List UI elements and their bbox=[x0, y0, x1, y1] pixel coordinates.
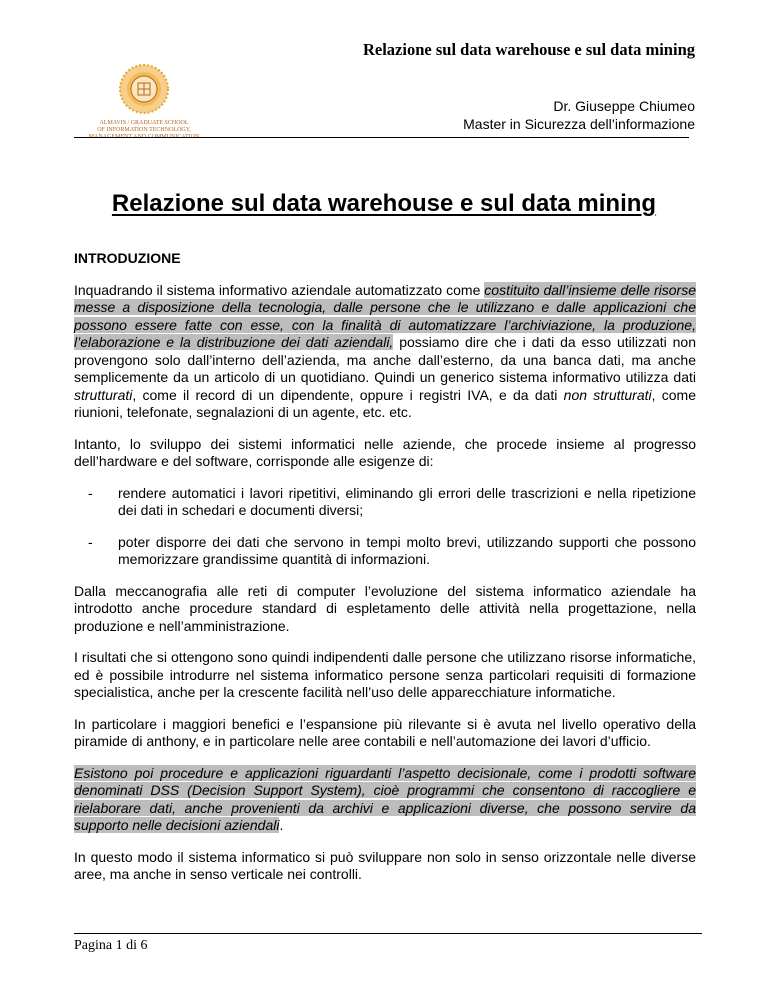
highlighted-text: costituito dall’insieme delle risorse messe a disposizione della tecnologia, dalle persone che le utilizzano e dalle applicazioni che possono essere fatte con esse, con la finalità di automatizzare l’archiviazione, la produzione, l’elaborazione e la distribuzione dei dati aziendali, bbox=[74, 281, 696, 350]
list-item: - poter disporre dei dati che servono in tempi molto brevi, utilizzando supporti che possono memorizzare grandissime quantità di informazioni. bbox=[88, 533, 696, 567]
footer-divider bbox=[74, 933, 702, 934]
paragraph-7: In questo modo il sistema informatico si può sviluppare non solo in senso orizzontale nelle diverse aree, ma anche in senso verticale nei controlli. bbox=[74, 848, 696, 882]
section-heading: INTRODUZIONE bbox=[74, 250, 181, 266]
author-block bbox=[463, 97, 695, 133]
document-title: Relazione sul data warehouse e sul data mining bbox=[111, 190, 657, 217]
list-dash: - bbox=[88, 484, 93, 501]
list-item: - rendere automatici i lavori ripetitivi, eliminando gli errori delle trascrizioni e nella ripetizione dei dati in schedari e documenti diversi; bbox=[88, 484, 696, 518]
highlighted-text: Esistono poi procedure e applicazioni riguardanti l’aspetto decisionale, come i prodotti software denominati DSS (Decision Support System), cioè programmi che consentono di raccogliere e rielaborare dati, anche provenienti da archivi e applicazioni diverse, che possono servire da supporto nelle decisioni aziendali bbox=[74, 764, 696, 833]
header-divider bbox=[74, 137, 689, 138]
running-title: Relazione sul data warehouse e sul data mining bbox=[362, 40, 695, 59]
paragraph-5: In particolare i maggiori benefici e l’espansione più rilevante si è avuta nel livello operativo della piramide di anthony, e in particolare nelle aree contabili e nell’automazione dei lavori d’ufficio. bbox=[74, 715, 696, 749]
paragraph-4: I risultati che si ottengono sono quindi indipendenti dalle persone che utilizzano risorse informatiche, ed è possibile introdurre nel sistema informatico persone senza particolari requisiti di formazione specialistica, anche per la crescente facilità nell’uso delle apparecchiature informatiche. bbox=[74, 649, 696, 700]
paragraph-2: Intanto, lo sviluppo dei sistemi informatici nelle aziende, che procede insieme al progresso dell’hardware e del software, corrisponde alle esigenze di: bbox=[74, 435, 696, 469]
paragraph-3: Dalla meccanografia alle reti di computer l’evoluzione del sistema informatico aziendale ha introdotto anche procedure standard di espletamento delle attività nella progettazione, nella produzione e nell’amministrazione. bbox=[74, 582, 696, 634]
page-number: Pagina 1 di 6 bbox=[74, 938, 148, 953]
almavis-logo bbox=[74, 62, 214, 140]
logo-text-line-2: OF INFORMATION TECHNOLOGY, bbox=[97, 127, 191, 133]
paragraph-6: Esistono poi procedure e applicazioni riguardanti l’aspetto decisionale, come i prodotti software denominati DSS (Decision Support System), cioè programmi che consentono di raccogliere e rielaborare dati, anche provenienti da archivi e applicazioni diverse, che possono servire da supporto nelle decisioni aziendali. bbox=[74, 764, 696, 833]
author-role: Master in Sicurezza dell’informazione bbox=[463, 116, 695, 132]
document-body bbox=[74, 250, 696, 898]
bullet-list bbox=[74, 485, 696, 569]
list-dash: - bbox=[88, 533, 93, 550]
paragraph-1: Inquadrando il sistema informativo aziendale automatizzato come costituito dall’insieme delle risorse messe a disposizione della tecnologia, dalle persone che le utilizzano e dalle applicazioni che possono essere fatte con esse, con la finalità di automatizzare l’archiviazione, la produzione, l’elaborazione e la distribuzione dei dati aziendali, possiamo dire che i dati da esso utilizzati non provengono solo dall’interno dell’azienda, ma anche dall’esterno, da una banca dati, ma anche semplicemente da un articolo di un quotidiano. Quindi un generico sistema informativo utilizza dati strutturati, come il record di un dipendente, oppure i registri IVA, e da dati non strutturati, come riunioni, telefonate, segnalazioni di un agente, etc. etc. bbox=[74, 281, 697, 420]
author-name: Dr. Giuseppe Chiumeo bbox=[553, 98, 695, 114]
logo-text-line-1: ALMAVIS / GRADUATE SCHOOL bbox=[99, 120, 189, 126]
logo-text-line-3: MANAGEMENT AND COMMUNICATION bbox=[88, 134, 200, 140]
